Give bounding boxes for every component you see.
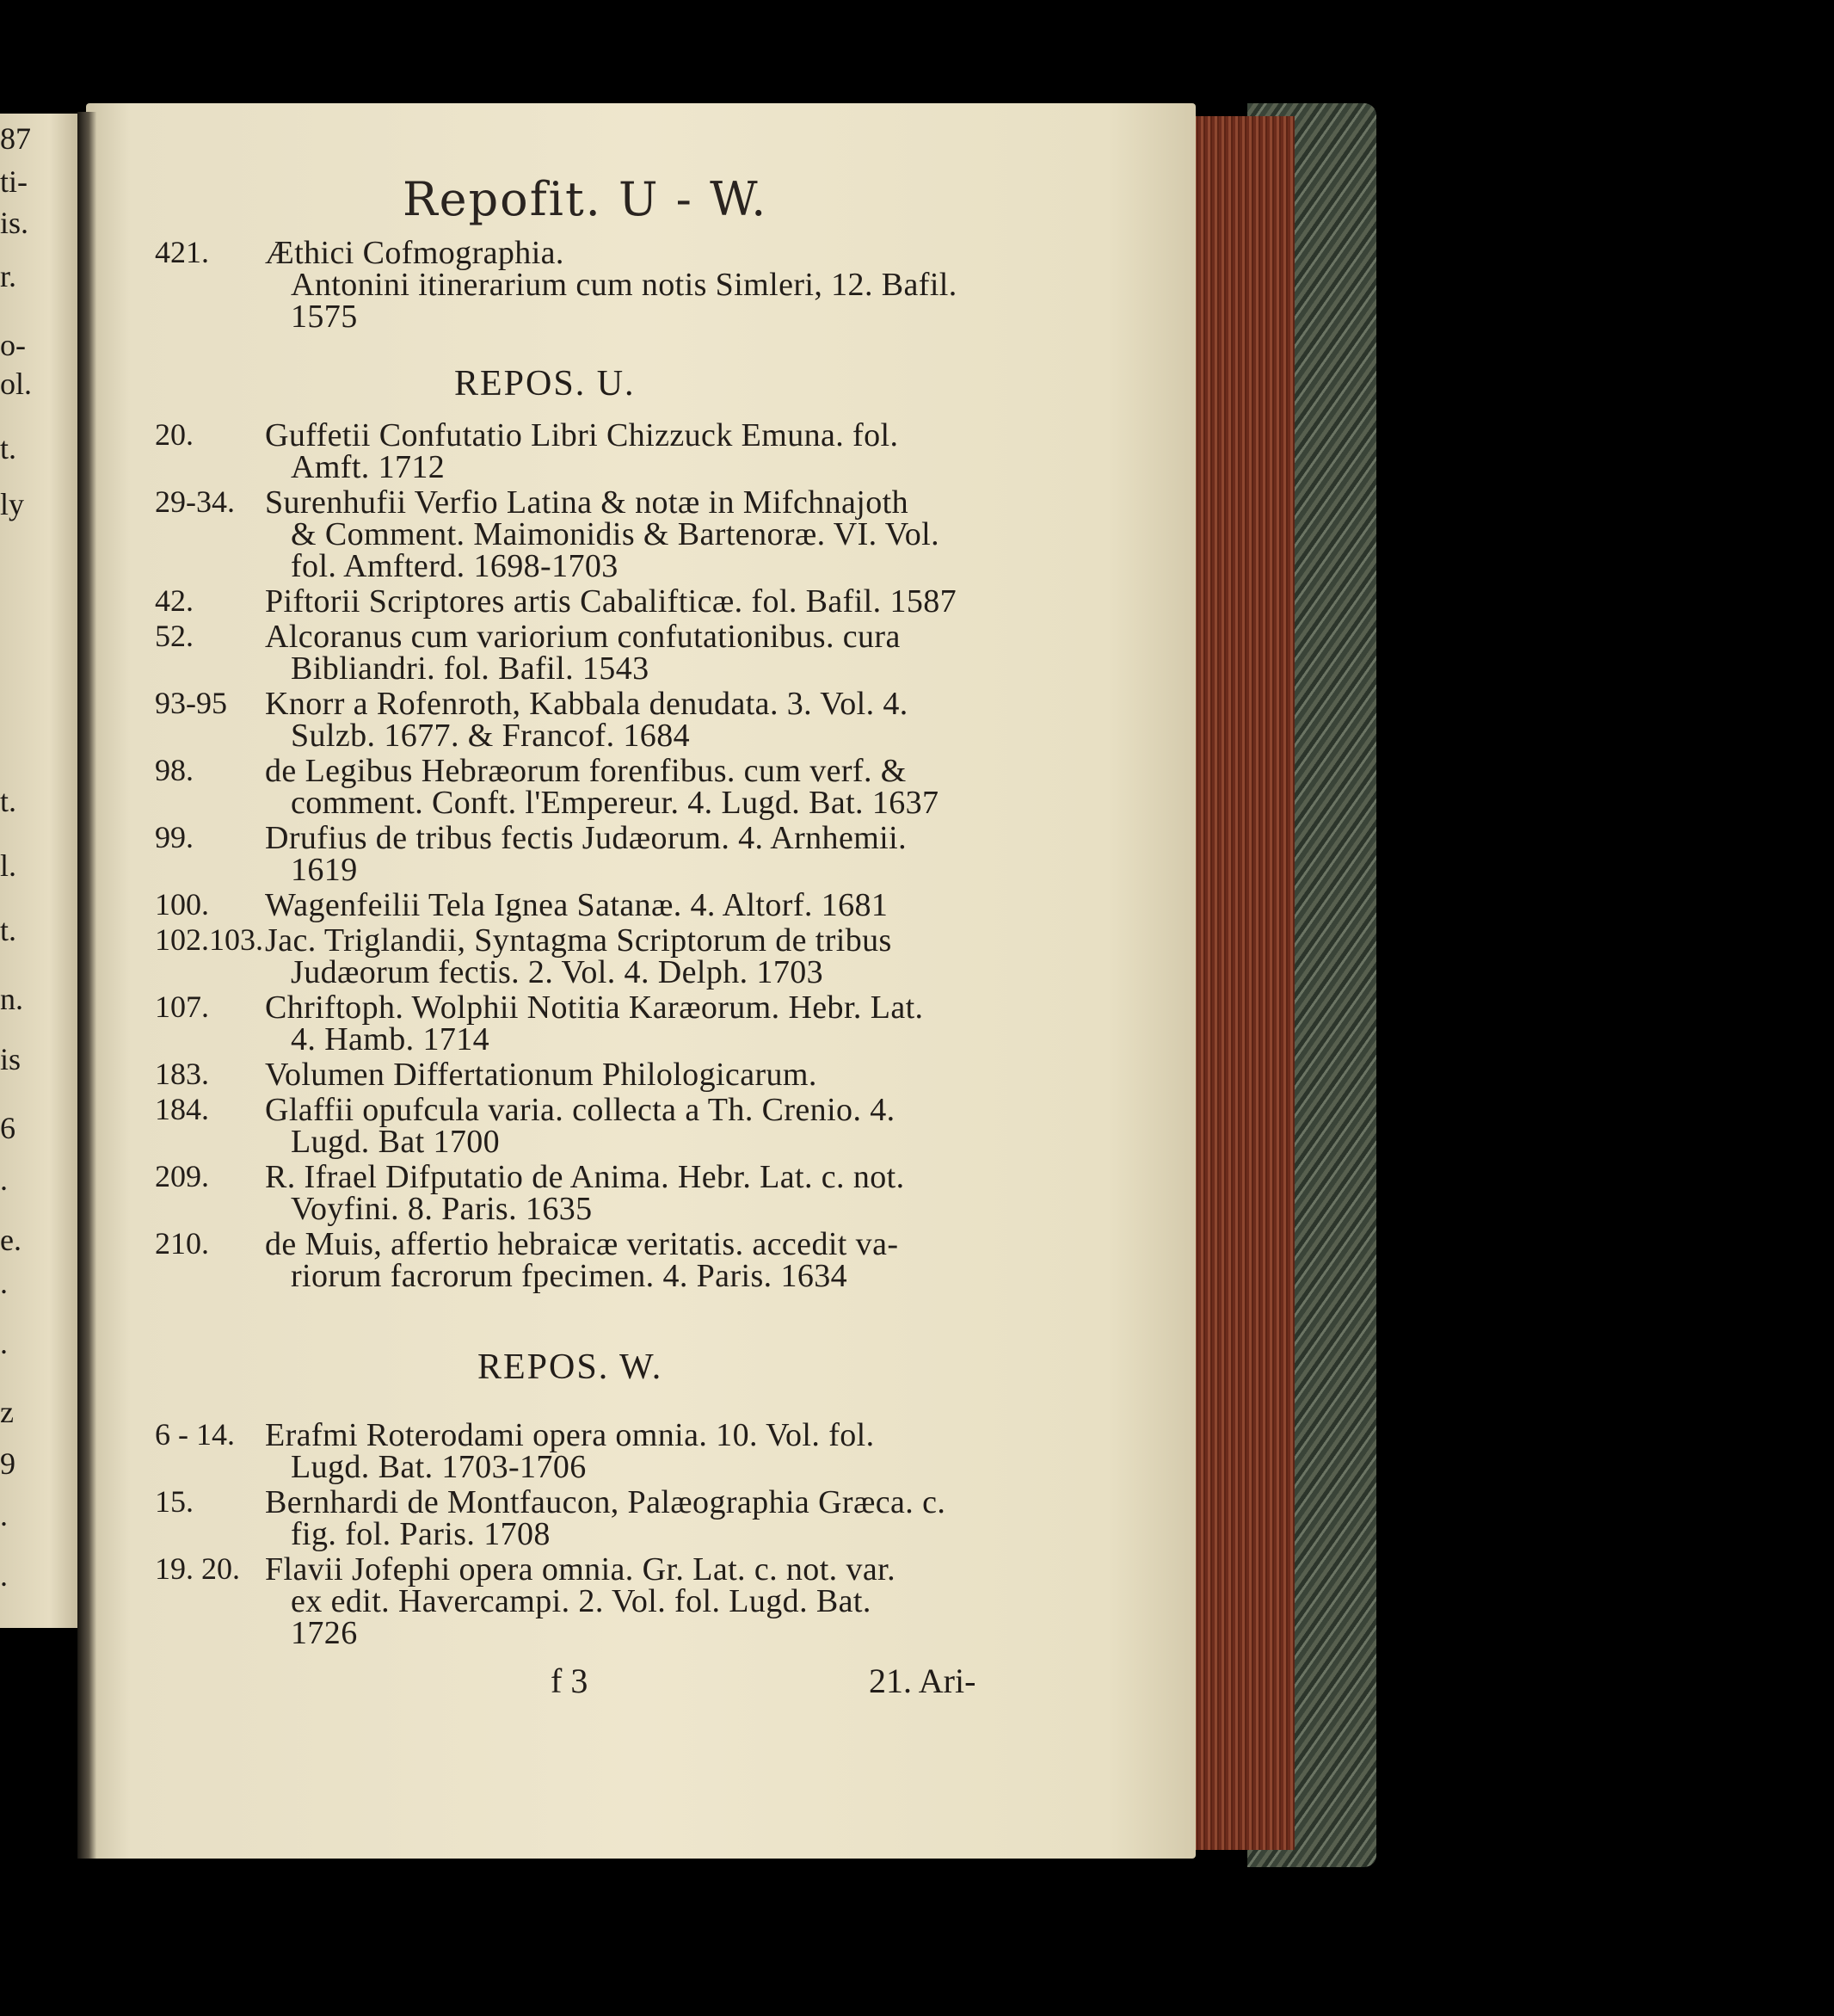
entry-number: 98. [155, 753, 194, 787]
entry-line: Surenhufii Verfio Latina & notæ in Mifchnajoth [265, 484, 909, 521]
left-page-text-fragment: t. [0, 784, 17, 818]
signature-mark: f 3 [551, 1662, 588, 1700]
left-page-text-fragment: l. [0, 848, 17, 883]
entry-number: 183. [155, 1057, 209, 1091]
left-page-text-fragment: n. [0, 982, 23, 1016]
entry-line: 1575 [291, 299, 358, 335]
entry-line: Voyfini. 8. Paris. 1635 [291, 1191, 593, 1227]
entry-number: 19. 20. [155, 1551, 240, 1586]
left-page-text-fragment: . [0, 1266, 8, 1300]
left-page-text-fragment: ol. [0, 367, 33, 401]
entry-line: Alcoranus cum variorium confutationibus. cura [265, 619, 901, 655]
left-page-text-fragment: z [0, 1395, 14, 1429]
entry-line: Amft. 1712 [291, 449, 446, 485]
entry-line: Bernhardi de Montfaucon, Palæographia Græca. c. [265, 1484, 946, 1520]
entry-number: 6 - 14. [155, 1417, 235, 1452]
left-page-text-fragment: ti- [0, 164, 28, 199]
entry-number: 184. [155, 1092, 209, 1126]
left-page-text-fragment: . [0, 1326, 8, 1360]
left-page-text-fragment: t. [0, 431, 17, 465]
entry-line: Sulzb. 1677. & Francof. 1684 [291, 718, 690, 754]
left-page-text-fragment: 9 [0, 1446, 15, 1481]
left-page-text-fragment: . [0, 1558, 8, 1593]
page-header: Repofit. U - W. [403, 172, 768, 226]
entry-line: ex edit. Havercampi. 2. Vol. fol. Lugd. Bat. [291, 1583, 871, 1619]
entry-line: fol. Amfterd. 1698-1703 [291, 548, 619, 584]
entry-line: riorum facrorum fpecimen. 4. Paris. 1634 [291, 1258, 848, 1294]
page-fore-edge [1191, 116, 1295, 1850]
entry-number: 421. [155, 235, 209, 269]
entry-line: Wagenfeilii Tela Ignea Satanæ. 4. Altorf. 1681 [265, 887, 889, 923]
entry-number: 210. [155, 1226, 209, 1261]
left-page-text-fragment: r. [0, 259, 17, 293]
left-page-text-fragment: is [0, 1042, 22, 1076]
entry-number: 107. [155, 990, 209, 1024]
entry-number: 15. [155, 1484, 194, 1519]
entry-line: Judæorum fectis. 2. Vol. 4. Delph. 1703 [291, 954, 824, 990]
left-page-text-fragment: is. [0, 206, 29, 240]
entry-line: Lugd. Bat. 1703-1706 [291, 1449, 587, 1485]
entry-number: 209. [155, 1159, 209, 1193]
entry-line: Erafmi Roterodami opera omnia. 10. Vol. fol. [265, 1417, 875, 1453]
entry-line: Piftorii Scriptores artis Cabalifticæ. fol. Bafil. 1587 [265, 583, 957, 620]
entry-number: 99. [155, 820, 194, 854]
catchword: 21. Ari- [869, 1662, 976, 1700]
entry-line: Æthici Cofmographia. [265, 235, 564, 271]
left-page-text-fragment: . [0, 1162, 8, 1197]
entry-line: 4. Hamb. 1714 [291, 1021, 490, 1057]
entry-line: fig. fol. Paris. 1708 [291, 1516, 551, 1552]
entry-line: Knorr a Rofenroth, Kabbala denudata. 3. Vol. 4. [265, 686, 908, 722]
entry-line: & Comment. Maimonidis & Bartenoræ. VI. Vol. [291, 516, 939, 552]
left-page-text-fragment: o- [0, 328, 26, 362]
entry-line: de Legibus Hebræorum forenfibus. cum verf. & [265, 753, 907, 789]
entry-number: 93-95 [155, 686, 227, 720]
entry-number: 29-34. [155, 484, 235, 519]
left-facing-page [0, 114, 83, 1628]
entry-line: Glaffii opufcula varia. collecta a Th. Crenio. 4. [265, 1092, 895, 1128]
entry-line: Bibliandri. fol. Bafil. 1543 [291, 650, 649, 687]
left-page-text-fragment: t. [0, 913, 17, 947]
section-w-heading: REPOS. W. [477, 1347, 663, 1387]
left-page-text-fragment: 87 [0, 121, 31, 156]
entry-line: 1726 [291, 1615, 358, 1651]
left-page-text-fragment: 6 [0, 1111, 15, 1145]
entry-line: Lugd. Bat 1700 [291, 1124, 501, 1160]
entry-line: Volumen Differtationum Philologicarum. [265, 1057, 817, 1093]
entry-line: Antonini itinerarium cum notis Simleri, 12. Bafil. [291, 267, 957, 303]
entry-line: 1619 [291, 852, 358, 888]
entry-line: de Muis, affertio hebraicæ veritatis. accedit va- [265, 1226, 899, 1262]
section-u-heading: REPOS. U. [454, 364, 636, 404]
entry-line: Flavii Jofephi opera omnia. Gr. Lat. c. not. var. [265, 1551, 895, 1588]
entry-line: comment. Conft. l'Empereur. 4. Lugd. Bat. 1637 [291, 785, 939, 821]
entry-number: 42. [155, 583, 194, 618]
entry-number: 20. [155, 417, 194, 452]
entry-number: 52. [155, 619, 194, 653]
left-page-text-fragment: e. [0, 1223, 22, 1257]
left-page-text-fragment: . [0, 1498, 8, 1532]
entry-number: 100. [155, 887, 209, 922]
left-page-text-fragment: ly [0, 487, 25, 521]
entry-line: Drufius de tribus fectis Judæorum. 4. Arnhemii. [265, 820, 907, 856]
entry-number: 102.103. [155, 922, 263, 957]
entry-line: R. Ifrael Difputatio de Anima. Hebr. Lat. c. not. [265, 1159, 905, 1195]
entry-line: Chriftoph. Wolphii Notitia Karæorum. Hebr. Lat. [265, 990, 924, 1026]
entry-line: Jac. Triglandii, Syntagma Scriptorum de tribus [265, 922, 892, 959]
entry-line: Guffetii Confutatio Libri Chizzuck Emuna. fol. [265, 417, 899, 453]
book-gutter [77, 112, 96, 1859]
